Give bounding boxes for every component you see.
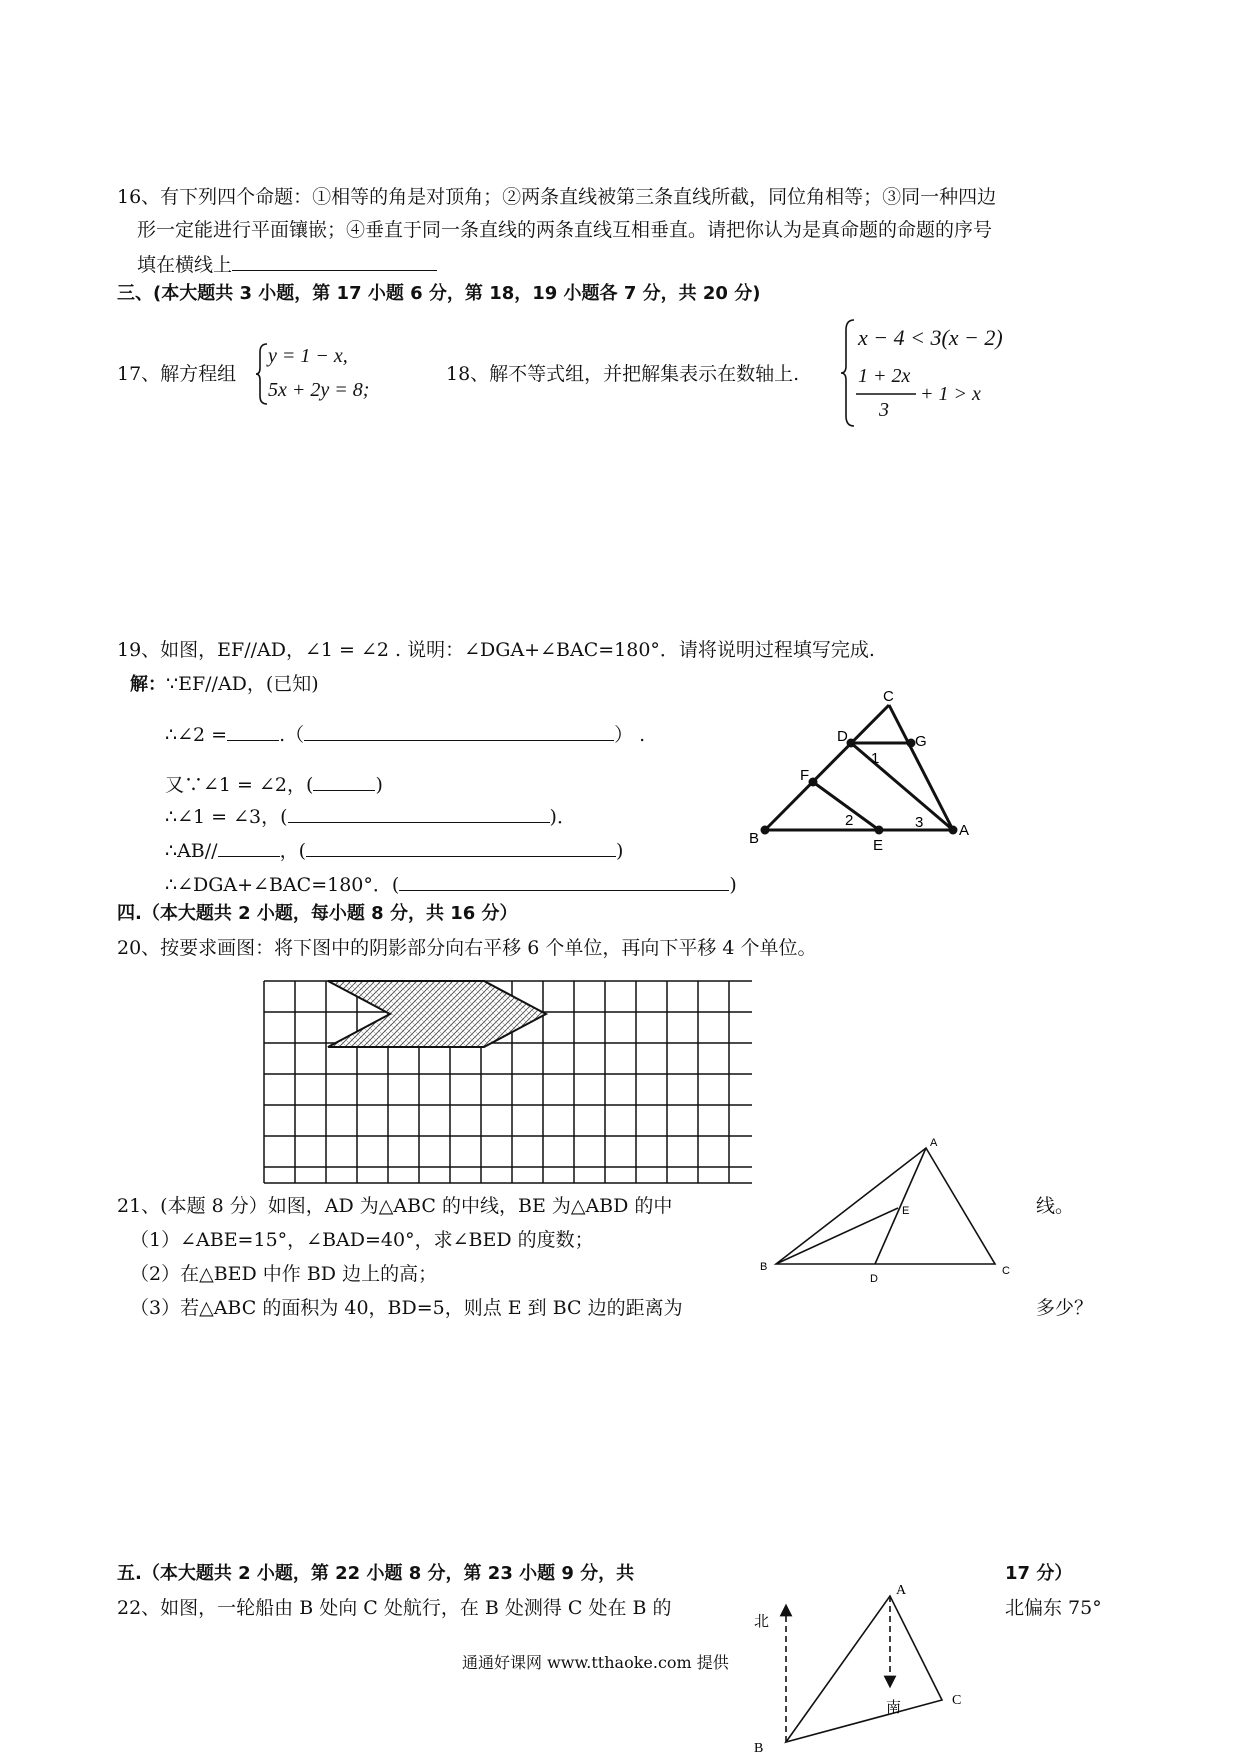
q22-stem-b: 北偏东 75° xyxy=(1005,1597,1102,1619)
section3-header: 三、(本大题共 3 小题，第 17 小题 6 分，第 18，19 小题各 7 分，共 20 分) xyxy=(117,283,761,304)
shaded-arrow-shape xyxy=(328,981,546,1047)
q20-grid xyxy=(262,980,752,1192)
q21-p1: （1）∠ABE=15°，∠BAD=40°，求∠BED 的度数； xyxy=(130,1229,594,1251)
q19-step5 xyxy=(165,870,737,897)
q19-solution-line xyxy=(130,672,319,697)
q21-p3-b: 多少？ xyxy=(1036,1297,1094,1319)
north-label: 北 xyxy=(754,1613,770,1630)
q17-prefix: 17、解方程组 xyxy=(117,363,237,385)
section5-header-b: 17 分） xyxy=(1005,1563,1073,1584)
q16-line3-text: 填在横线上 xyxy=(137,254,233,276)
section4-header: 四.（本大题共 2 小题，每小题 8 分，共 16 分） xyxy=(117,903,518,924)
label-E: E xyxy=(902,1205,910,1217)
q19-step3-b: )． xyxy=(549,806,576,828)
label-A: A xyxy=(930,1137,938,1149)
section5-header-a: 五.（本大题共 2 小题，第 22 小题 8 分，第 23 小题 9 分，共 xyxy=(117,1563,635,1584)
q19-step2-b: ) xyxy=(375,774,383,796)
q18-frac-den: 3 xyxy=(879,399,889,421)
q21-stem-b: 线。 xyxy=(1036,1195,1075,1217)
q21-p2: （2）在△BED 中作 BD 边上的高； xyxy=(130,1263,438,1285)
q19-step5-b: ) xyxy=(729,874,737,896)
q21-p3-a: （3）若△ABC 的面积为 40，BD=5，则点 E 到 BC 边的距离为 xyxy=(130,1297,683,1319)
q19-step5-a: ∴∠DGA+∠BAC=180°．( xyxy=(165,874,400,896)
q18-brace xyxy=(840,318,856,428)
q19-step4 xyxy=(165,836,623,863)
label-C: C xyxy=(883,690,894,705)
angle-2-label: 2 xyxy=(845,812,854,829)
q19-triangle-figure xyxy=(745,690,985,860)
q17-brace xyxy=(255,342,269,406)
label-C: C xyxy=(952,1693,962,1708)
q19-step2 xyxy=(165,770,383,797)
reason-blank xyxy=(399,870,729,891)
angle-1-label: 1 xyxy=(871,750,880,767)
reason-blank xyxy=(304,720,614,741)
q19-step4-c: ) xyxy=(616,840,624,862)
q18-ineq1: x − 4 < 3(x − 2) xyxy=(858,325,1003,350)
q16-line2: 形一定能进行平面镶嵌；④垂直于同一条直线的两条直线互相垂直。请把你认为是真命题的命题的序号 xyxy=(137,219,993,241)
label-B: B xyxy=(760,1261,768,1273)
q19-step1-b: .（ xyxy=(279,724,305,746)
q16-line3 xyxy=(137,250,437,277)
reason-blank xyxy=(306,836,616,857)
q18-prefix: 18、解不等式组，并把解集表示在数轴上. xyxy=(446,363,800,385)
q19-step1 xyxy=(165,720,645,747)
answer-blank xyxy=(227,720,279,741)
label-D: D xyxy=(837,728,848,745)
answer-blank xyxy=(218,836,280,857)
q20-stem: 20、按要求画图：将下图中的阴影部分向右平移 6 个单位，再向下平移 4 个单位。 xyxy=(117,937,817,959)
q19-step3 xyxy=(165,802,576,829)
label-D: D xyxy=(870,1273,878,1285)
q17-eq1: y = 1 − x, xyxy=(268,345,348,367)
answer-blank xyxy=(232,250,437,271)
reason-blank xyxy=(288,802,550,823)
q19-step1-a: ∴∠2 = xyxy=(165,724,228,746)
q19-step2-a: 又∵∠1 = ∠2，( xyxy=(165,774,314,796)
label-E: E xyxy=(873,837,884,854)
label-G: G xyxy=(915,733,927,750)
label-F: F xyxy=(800,767,810,784)
footer-watermark: 通通好课网 www.tthaoke.com 提供 xyxy=(462,1653,729,1672)
label-B: B xyxy=(754,1741,764,1754)
solution-label: 解： xyxy=(130,674,166,695)
q19-stem: 19、如图，EF//AD，∠1 = ∠2 . 说明：∠DGA+∠BAC=180°．请将说明过程填写完成. xyxy=(117,639,875,661)
q21-triangle-figure xyxy=(748,1130,1018,1290)
label-C: C xyxy=(1002,1265,1010,1277)
q22-stem-a: 22、如图，一轮船由 B 处向 C 处航行，在 B 处测得 C 处在 B 的 xyxy=(117,1597,672,1619)
fraction-bar xyxy=(856,392,916,396)
q18-ineq2-rest: + 1 > x xyxy=(920,383,981,405)
q18-frac-num: 1 + 2x xyxy=(858,365,911,387)
label-A: A xyxy=(959,822,970,839)
q17-eq2: 5x + 2y = 8; xyxy=(268,379,370,401)
q22-compass-figure xyxy=(750,1574,980,1754)
label-B: B xyxy=(749,830,760,847)
q21-stem-a: 21、(本题 8 分）如图，AD 为△ABC 的中线，BE 为△ABD 的中 xyxy=(117,1195,673,1217)
label-A: A xyxy=(896,1583,907,1598)
q19-step3-a: ∴∠1 = ∠3，( xyxy=(165,806,288,828)
q19-step1-c: ） . xyxy=(614,724,646,746)
south-label: 南 xyxy=(886,1699,902,1716)
reason-blank xyxy=(313,770,375,791)
q19-step4-b: ，( xyxy=(279,840,306,862)
q19-step4-a: ∴AB// xyxy=(165,840,218,862)
q16-line1: 16、有下列四个命题：①相等的角是对顶角；②两条直线被第三条直线所截，同位角相等；③同一种四边 xyxy=(117,186,997,208)
q19-step0: ∵EF//AD，(已知) xyxy=(166,673,319,695)
angle-3-label: 3 xyxy=(915,814,924,831)
